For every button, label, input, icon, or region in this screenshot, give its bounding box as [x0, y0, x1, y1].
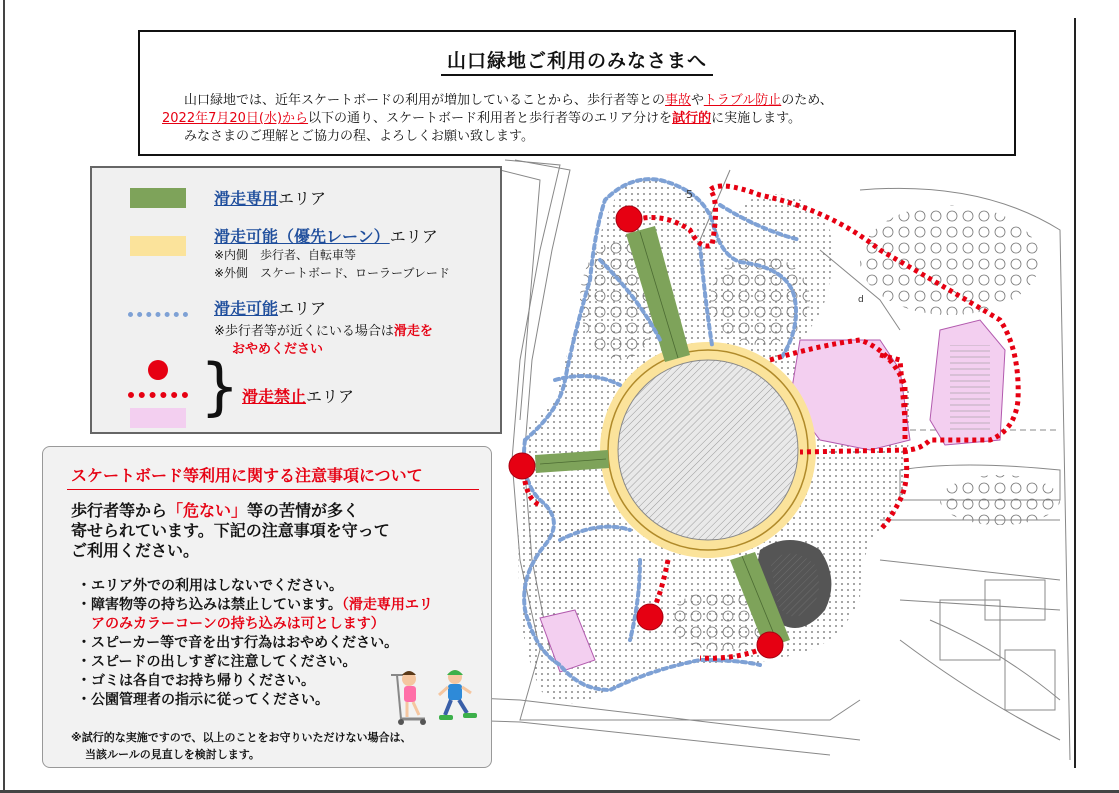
central-plaza-hatch — [618, 360, 798, 540]
prohibited-point — [757, 632, 783, 658]
legend-note-inner: ※内側 歩行者、自転車等 — [214, 248, 357, 262]
legend-swatch-allowed — [128, 312, 188, 317]
page-title: 山口緑地ご利用のみなさまへ — [140, 46, 1014, 73]
legend-note-outer: ※外側 スケートボード、ローラーブレード — [214, 266, 450, 280]
caution-footnote: ※試行的な実施ですので、以上のことをお守りいただけない場合は、 当該ルールの見直しを検討します。 — [71, 731, 412, 761]
map-label-d: d — [858, 295, 864, 305]
legend-swatch-prohibited-route — [128, 392, 188, 398]
tree-area — [860, 205, 1040, 315]
caution-item: ・スピーカー等で音を出す行為はおやめください。 — [77, 635, 399, 651]
caution-lead: 歩行者等から「危ない」等の苦情が多く 寄せられています。下記の注意事項を守って ご利用ください。 — [71, 501, 390, 560]
legend-swatch-prohibited-zone — [130, 408, 186, 428]
legend-swatch-dedicated — [130, 188, 186, 208]
caution-item: ・障害物等の持ち込みは禁止しています。（滑走専用エリ — [77, 597, 433, 613]
caution-rules-list — [77, 577, 433, 710]
legend-swatch-prohibited-point — [148, 360, 168, 380]
legend-label-prohibited: 滑走禁止エリア — [242, 387, 355, 406]
map-label-5: 5 — [686, 188, 693, 201]
parking-stalls — [950, 345, 990, 430]
caution-divider — [67, 489, 479, 490]
prohibited-point — [509, 453, 535, 479]
caution-item: ・エリア外での利用はしないでください。 — [77, 578, 343, 594]
caution-item: ・公園管理者の指示に従ってください。 — [77, 692, 329, 708]
legend-note-allowed: ※歩行者等が近くにいる場合は滑走を — [214, 324, 433, 339]
start-date: 2022年7月20日(水)から — [162, 111, 309, 126]
caution-notice — [42, 446, 492, 768]
legend-swatch-priority — [130, 236, 186, 256]
legend-note-allowed-2: おやめください — [232, 342, 324, 357]
kids-illustration — [385, 665, 485, 727]
legend-brace: } — [200, 350, 240, 423]
prohibited-point — [637, 604, 663, 630]
map-legend — [90, 166, 502, 434]
legend-label-dedicated: 滑走専用エリア — [214, 189, 327, 208]
notice-text: 山口緑地では、近年スケートボードの利用が増加していることから、歩行者等との事故やトラブル防止のため、 2022年7月20日(水)から以下の通り、スケートボード利用者と歩行者等のエリア分けを試行的に実施します。 みなさまのご理解とご協力の程、よろしくお願い致します。 — [162, 93, 833, 144]
caution-title: スケートボード等利用に関する注意事項について — [71, 466, 423, 485]
caution-item: ・スピードの出しすぎに注意してください。 — [77, 654, 357, 670]
caution-item: ・ゴミは各自でお持ち帰りください。 — [77, 673, 315, 689]
prohibited-point — [616, 206, 642, 232]
caution-item-cont: アのみカラーコーンの持ち込みは可とします） — [91, 616, 385, 632]
building-outline — [1005, 650, 1055, 710]
tree-area — [940, 475, 1060, 525]
notice-header — [138, 30, 1016, 156]
legend-label-allowed: 滑走可能エリア — [214, 299, 327, 318]
legend-label-priority: 滑走可能（優先レーン）エリア — [214, 227, 438, 246]
